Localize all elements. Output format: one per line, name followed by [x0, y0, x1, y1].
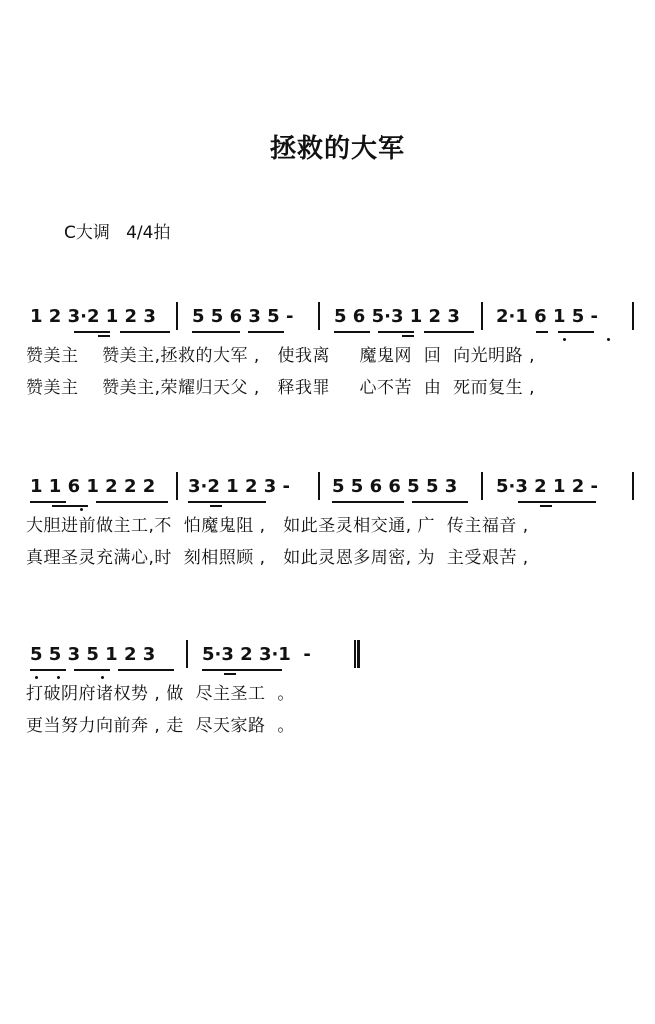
barline	[186, 640, 188, 668]
barline	[632, 302, 634, 330]
beam-underline	[30, 669, 66, 671]
octave-dot	[563, 338, 566, 341]
measure-5: 1 1 6 1 2 2 2	[30, 476, 156, 497]
beam-underline	[118, 669, 174, 671]
beam-underline	[30, 501, 66, 503]
beam-underline	[188, 501, 266, 503]
octave-dot	[35, 676, 38, 679]
beam-underline	[202, 669, 282, 671]
barline	[176, 472, 178, 500]
beam-underline	[74, 331, 110, 333]
beam-underline	[210, 505, 222, 507]
barline	[318, 302, 320, 330]
staff-system-1	[26, 300, 646, 404]
notation-line	[26, 638, 646, 678]
beam-underline	[540, 505, 552, 507]
barline	[481, 302, 483, 330]
beam-underline	[332, 501, 404, 503]
measure-1: 1 2 3·2 1 2 3	[30, 306, 156, 327]
song-title: 拯救的大军	[269, 134, 405, 164]
measure-3: 5 6 5·3 1 2 3	[334, 306, 460, 327]
beam-underline	[558, 331, 594, 333]
measure-2: 5 5 6 3 5 -	[192, 306, 294, 327]
octave-dot	[80, 508, 83, 511]
beam-underline	[96, 501, 168, 503]
measure-6: 3·2 1 2 3 -	[188, 476, 290, 497]
lyric-verse-2: 更当努力向前奔 , 走 尽天家路 。	[26, 716, 295, 736]
beam-underline	[52, 505, 88, 507]
beam-underline	[98, 335, 110, 337]
lyric-verse-1: 赞美主 赞美主,拯救的大军 , 使我离 魔鬼网 回 向光明路 ,	[26, 346, 535, 366]
octave-dot	[57, 676, 60, 679]
beam-underline	[192, 331, 240, 333]
measure-10: 5·3 2 3·1 -	[202, 644, 311, 665]
beam-underline	[248, 331, 284, 333]
beam-underline	[518, 501, 596, 503]
barline	[176, 302, 178, 330]
barline	[318, 472, 320, 500]
beam-underline	[120, 331, 170, 333]
beam-underline	[334, 331, 370, 333]
lyric-verse-2: 赞美主 赞美主,荣耀归天父 , 释我罪 心不苦 由 死而复生 ,	[26, 378, 535, 398]
notation-line	[26, 300, 646, 340]
beam-underline	[402, 335, 414, 337]
notation-line	[26, 470, 646, 510]
staff-system-3	[26, 638, 646, 742]
beam-underline	[74, 669, 110, 671]
final-barline	[354, 640, 360, 668]
key-and-time-signature: C大调 4/4拍	[64, 223, 171, 243]
beam-underline	[536, 331, 548, 333]
octave-dot	[101, 676, 104, 679]
lyric-verse-2: 真理圣灵充满心,时 刻相照顾 , 如此灵恩多周密, 为 主受艰苦 ,	[26, 548, 529, 568]
beam-underline	[424, 331, 474, 333]
staff-system-2	[26, 470, 646, 574]
measure-8: 5·3 2 1 2 -	[496, 476, 598, 497]
lyric-verse-1: 打破阴府诸权势 , 做 尽主圣工 。	[26, 684, 295, 704]
beam-underline	[378, 331, 414, 333]
barline	[481, 472, 483, 500]
beam-underline	[224, 673, 236, 675]
measure-4: 2·1 6 1 5 -	[496, 306, 598, 327]
lyric-verse-1: 大胆进前做主工,不 怕魔鬼阻 , 如此圣灵相交通, 广 传主福音 ,	[26, 516, 529, 536]
octave-dot	[607, 338, 610, 341]
measure-7: 5 5 6 6 5 5 3	[332, 476, 458, 497]
barline	[632, 472, 634, 500]
beam-underline	[412, 501, 468, 503]
measure-9: 5 5 3 5 1 2 3	[30, 644, 156, 665]
